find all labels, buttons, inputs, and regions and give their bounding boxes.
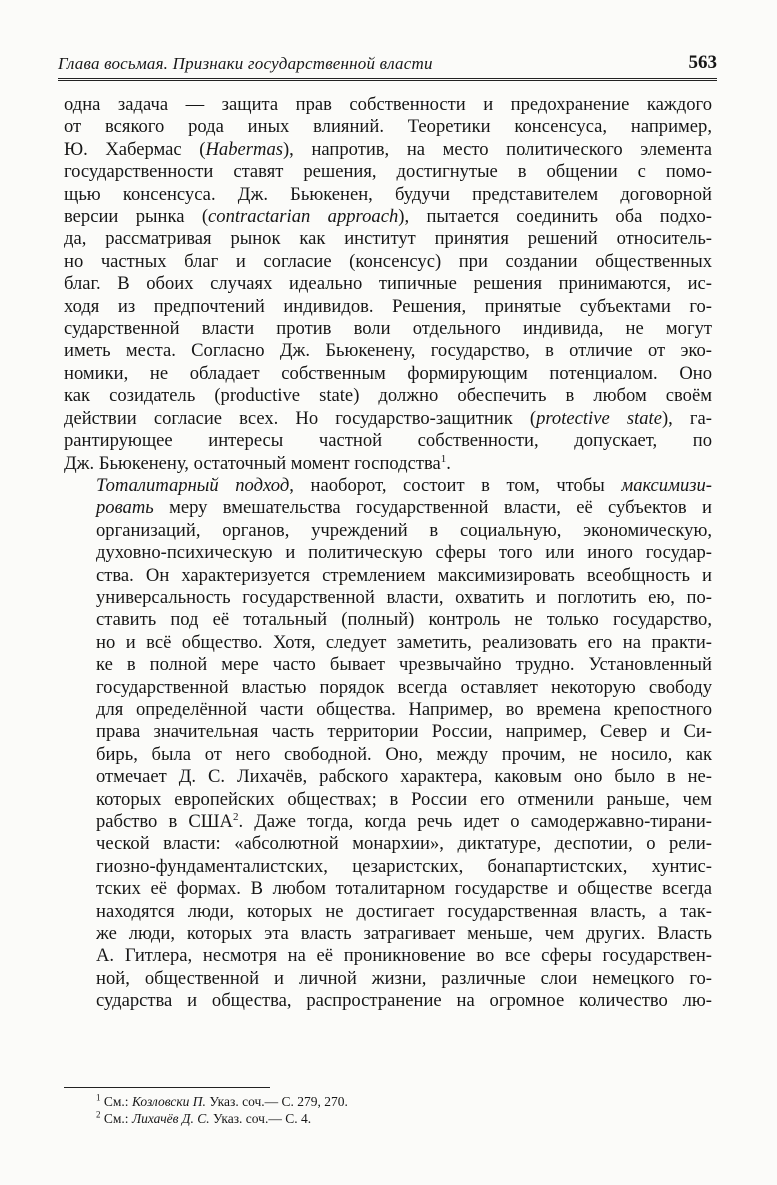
footnote-1: $^1$ См.: Козловски П. Указ. соч.— С. 279, 270. (96, 1092, 348, 1109)
text-line: рантирующее интересы частной собственности, допускает, по (64, 430, 712, 452)
text-line: как созидатель (productive state) должно обеспечить в любом своём (64, 385, 712, 407)
footnote-ref-2: 2 (232, 810, 239, 823)
footnote-ref-1: 1 (440, 452, 447, 465)
text-line: версии рынка (contractarian approach), пытается соединить оба подхо- (64, 206, 712, 228)
text-line: отмечает Д. С. Лихачёв, рабского характера, каковым оно было в не- (96, 766, 712, 788)
text-line: организаций, органов, учреждений в социальную, экономическую, (96, 519, 712, 541)
text-line: от всякого рода иных влияний. Теоретики консенсуса, например, (64, 116, 712, 138)
text-line: но частных благ и согласие (консенсус) при создании общественных (64, 250, 712, 272)
text-line: благ. В обоих случаях идеально типичные решения принимаются, ис- (64, 273, 712, 295)
text-line: ческой власти: «абсолютной монархии», диктатуре, деспотии, о рели- (96, 833, 712, 855)
text-line: духовно-психическую и политическую сферы того или иного государ- (96, 542, 712, 564)
text-line: государственной властью порядок всегда оставляет некоторую свободу (96, 676, 712, 698)
text-line: права значительная часть территории России, например, Север и Си- (96, 721, 712, 743)
text-line: А. Гитлера, несмотря на её проникновение во все сферы государствен- (96, 945, 712, 967)
paragraph-1 (64, 94, 712, 475)
page-number: 563 (688, 52, 717, 73)
text-line: одна задача — защита прав собственности и предохранение каждого (64, 94, 712, 115)
text-line: которых европейских обществах; в России его отменили раньше, чем (96, 788, 712, 810)
text-line: действии согласие всех. Но государство-защитник (protective state), га- (64, 407, 712, 429)
paragraph-2 (64, 475, 712, 1013)
text-line: щью консенсуса. Дж. Бьюкенен, будучи представителем договорной (64, 183, 712, 205)
text-line: универсальность государственной власти, охватить и поглотить ею, по- (96, 586, 712, 608)
text-line: сударства и общества, распространение на огромное количество лю- (96, 990, 712, 1012)
text-line: же люди, которых эта власть затрагивает меньше, чем других. Власть (96, 923, 712, 945)
text-line: ной, общественной и личной жизни, различные слои немецкого го- (96, 967, 712, 989)
running-head: Глава восьмая. Признаки государственной власти (58, 54, 433, 73)
text-line: гиозно-фундаменталистских, цезаристских, бонапартистских, хунтис- (96, 855, 712, 877)
text-line: иметь места. Согласно Дж. Бьюкенену, государство, в отличие от эко- (64, 340, 712, 362)
page-header (58, 42, 717, 81)
text-line: ровать меру вмешательства государственной власти, её субъектов и (96, 497, 712, 519)
text-line: ходя из предпочтений индивидов. Решения, принятые субъектами го- (64, 295, 712, 317)
text-line: ства. Он характеризуется стремлением максимизировать всеобщность и (96, 564, 712, 586)
text-line: сударственной власти против воли отдельного индивида, не могут (64, 318, 712, 340)
text-line: бирь, была от него свободной. Оно, между прочим, не носило, как (96, 743, 712, 765)
text-line: находятся люди, которых не достигает государственная власть, а так- (96, 900, 712, 922)
footnote-divider (64, 1087, 270, 1088)
text-line: ке в полной мере часто бывает чрезвычайно трудно. Установленный (96, 654, 712, 676)
text-line: но и всё общество. Хотя, следует заметить, реализовать его на практи- (96, 631, 712, 653)
text-line: номики, не обладает собственным формирующим потенциалом. Оно (64, 362, 712, 384)
footnotes (96, 1093, 348, 1127)
footnote-2: $^2$ См.: Лихачёв Д. С. Указ. соч.— С. 4. (96, 1109, 312, 1126)
text-line: ставить под её тотальный (полный) контроль не только государство, (96, 609, 712, 631)
text-line: Ю. Хабермас (Habermas), напротив, на место политического элемента (64, 138, 713, 160)
text-line: Тоталитарный подход, наоборот, состоит в том, чтобы максимизи- (96, 474, 712, 496)
text-line: рабство в США$^2$. Даже тогда, когда речь идет о самодержавно-тирани- (96, 810, 712, 832)
text-line: государственности ставят решения, достигнутые в общении с помо- (64, 161, 712, 183)
text-line: Дж. Бьюкенену, остаточный момент господства$^1$. (64, 452, 451, 474)
text-line: да, рассматривая рынок как институт принятия решений относитель- (64, 228, 712, 250)
body-text (64, 94, 712, 1013)
text-line: тских её формах. В любом тоталитарном государстве и обществе всегда (96, 878, 712, 900)
text-line: для определённой части общества. Например, во времена крепостного (96, 698, 712, 720)
